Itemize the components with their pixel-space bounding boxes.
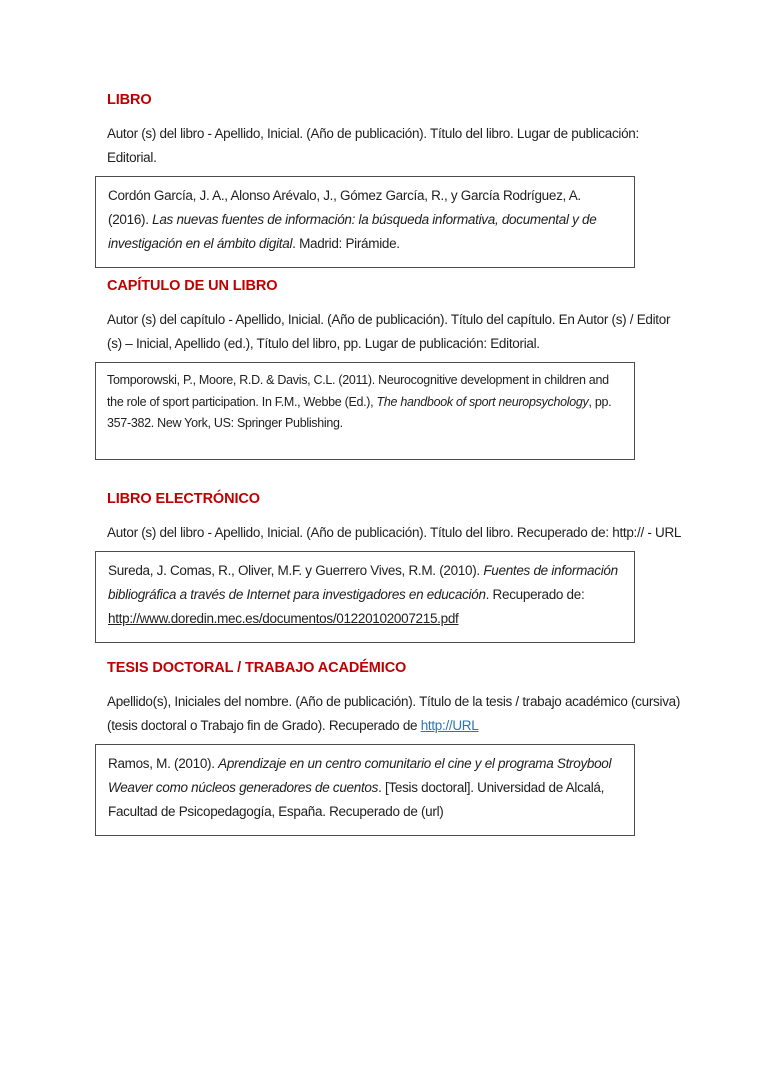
section-heading: TESIS DOCTORAL / TRABAJO ACADÉMICO	[107, 659, 407, 676]
citation-format-description	[107, 308, 687, 356]
section-heading: CAPÍTULO DE UN LIBRO	[107, 278, 278, 294]
text-run: Autor (s) del libro - Apellido, Inicial. (Año de publicación). Título del libro. Recuperado de: http:// - URL	[107, 524, 682, 540]
text-run: , pp. 357-382. New York, US: Springer Publishing.	[107, 394, 612, 430]
text-run: Ramos, M. (2010).	[108, 755, 219, 771]
citation-example-box	[95, 551, 635, 643]
text-run: Apellido(s), Iniciales del nombre. (Año de publicación). Título de la tesis / trabajo académico (cursiva) (tesis doctoral o Trabajo fin de Grado). Recuperado de	[107, 693, 681, 733]
text-run: . Recuperado de:	[485, 586, 585, 602]
citation-example-box	[95, 176, 635, 268]
citation-format-description	[107, 122, 687, 170]
citation-format-description	[107, 521, 687, 545]
text-run: . [Tesis doctoral]. Universidad de Alcalá, Facultad de Psicopedagogía, España. Recuperado de (url)	[108, 779, 605, 819]
text-run: Autor (s) del capítulo - Apellido, Inicial. (Año de publicación). Título del capítulo. En Autor (s) / Editor (s) – Inicial, Apellido (ed.), Título del libro, pp. Lugar de publicación: Editorial.	[107, 312, 671, 351]
section-heading: LIBRO ELECTRÓNICO	[107, 490, 260, 507]
text-run: Autor (s) del libro - Apellido, Inicial. (Año de publicación). Título del libro. Lugar de publicación: Editorial.	[107, 126, 639, 165]
text-run: Fuentes de información bibliográfica a través de Internet para investigadores en educación	[108, 562, 618, 602]
section-heading: LIBRO	[107, 92, 152, 108]
text-run: The handbook of sport neuropsychology	[376, 394, 589, 409]
section-tesis-doctoral-trabajo-academico	[95, 659, 768, 836]
citation-format-description	[107, 690, 687, 738]
text-run: . Madrid: Pirámide.	[292, 236, 400, 251]
text-run: Tomporowski, P., Moore, R.D. & Davis, C.L. (2011). Neurocognitive development in children and the role of sport participation. In F.M., Webbe (Ed.),	[107, 373, 609, 409]
section-libro-electronico	[95, 490, 768, 643]
section-capitulo-de-un-libro	[95, 277, 768, 460]
text-run: Sureda, J. Comas, R., Oliver, M.F. y Guerrero Vives, R.M. (2010).	[108, 562, 484, 578]
citation-example-box	[95, 362, 635, 460]
text-run: Aprendizaje en un centro comunitario el cine y el programa Stroybool Weaver como núcleos generadores de cuentos	[108, 755, 612, 795]
citation-example-box	[95, 744, 635, 836]
url-link[interactable]: http://www.doredin.mec.es/documentos/01220102007215.pdf	[108, 610, 459, 626]
hyperlink[interactable]: http://URL	[420, 717, 479, 733]
section-libro	[95, 91, 768, 268]
text-run: Las nuevas fuentes de información: la búsqueda informativa, documental y de investigación en el ámbito digital	[108, 212, 597, 251]
text-run: Cordón García, J. A., Alonso Arévalo, J., Gómez García, R., y García Rodríguez, A. (2016).	[108, 188, 581, 227]
